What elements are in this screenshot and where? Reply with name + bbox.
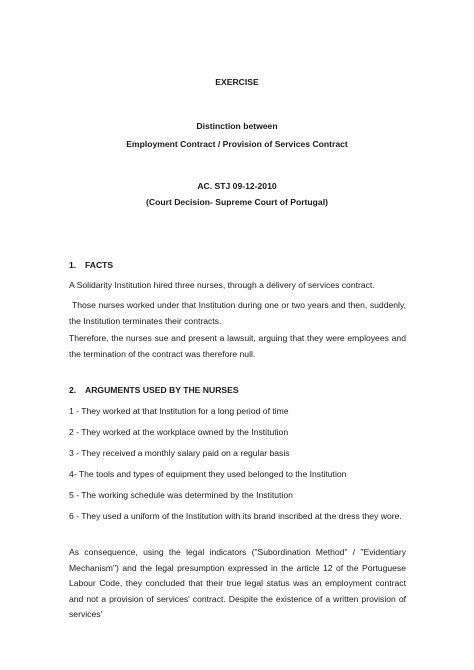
facts-paragraph: A Solidarity Institution hired three nurses, through a delivery of services contract. xyxy=(69,280,375,290)
argument-item: 3 - They received a monthly salary paid on a regular basis xyxy=(69,448,290,458)
conclusion-paragraph: As consequence, using the legal indicators ("Subordination Method" / "Evidentiary Mechanism") and the legal presumption expressed in the article 12 of the Portuguese Labour Code, they concluded that their true legal status was an employment contract and not a provision of services' contract. Despite the existence of a written provision of services' xyxy=(69,547,406,619)
section-title: ARGUMENTS USED BY THE NURSES xyxy=(85,385,239,395)
section-number: 2. xyxy=(69,385,77,395)
court-name: (Court Decision- Supreme Court of Portugal) xyxy=(146,197,328,207)
section-title: FACTS xyxy=(85,260,114,270)
section-heading-arguments xyxy=(69,385,239,396)
argument-item: 1 - They worked at that Institution for a long period of time xyxy=(69,406,289,416)
facts-paragraph: Those nurses worked under that Institution during one or two years and then, suddenly, the Institution terminates their contracts. xyxy=(69,300,406,326)
contract-distinction-line: Employment Contract / Provision of Services Contract xyxy=(126,139,348,149)
argument-item: 2 - They worked at the workplace owned by the Institution xyxy=(69,427,289,437)
case-reference: AC. STJ 09-12-2010 xyxy=(197,181,277,191)
section-heading-facts xyxy=(69,260,113,271)
argument-item: 5 - The working schedule was determined by the Institution xyxy=(69,490,293,500)
argument-item: 4- The tools and types of equipment they used belonged to the Institution xyxy=(69,469,347,479)
document-title: EXERCISE xyxy=(215,77,259,87)
section-number: 1. xyxy=(69,260,77,270)
document-subtitle: Distinction between xyxy=(196,121,278,131)
argument-item: 6 - They used a uniform of the Institution with its brand inscribed at the dress they wore. xyxy=(69,511,402,521)
facts-paragraph: Therefore, the nurses sue and present a lawsuit, arguing that they were employees and the termination of the contract was therefore null. xyxy=(69,333,406,359)
